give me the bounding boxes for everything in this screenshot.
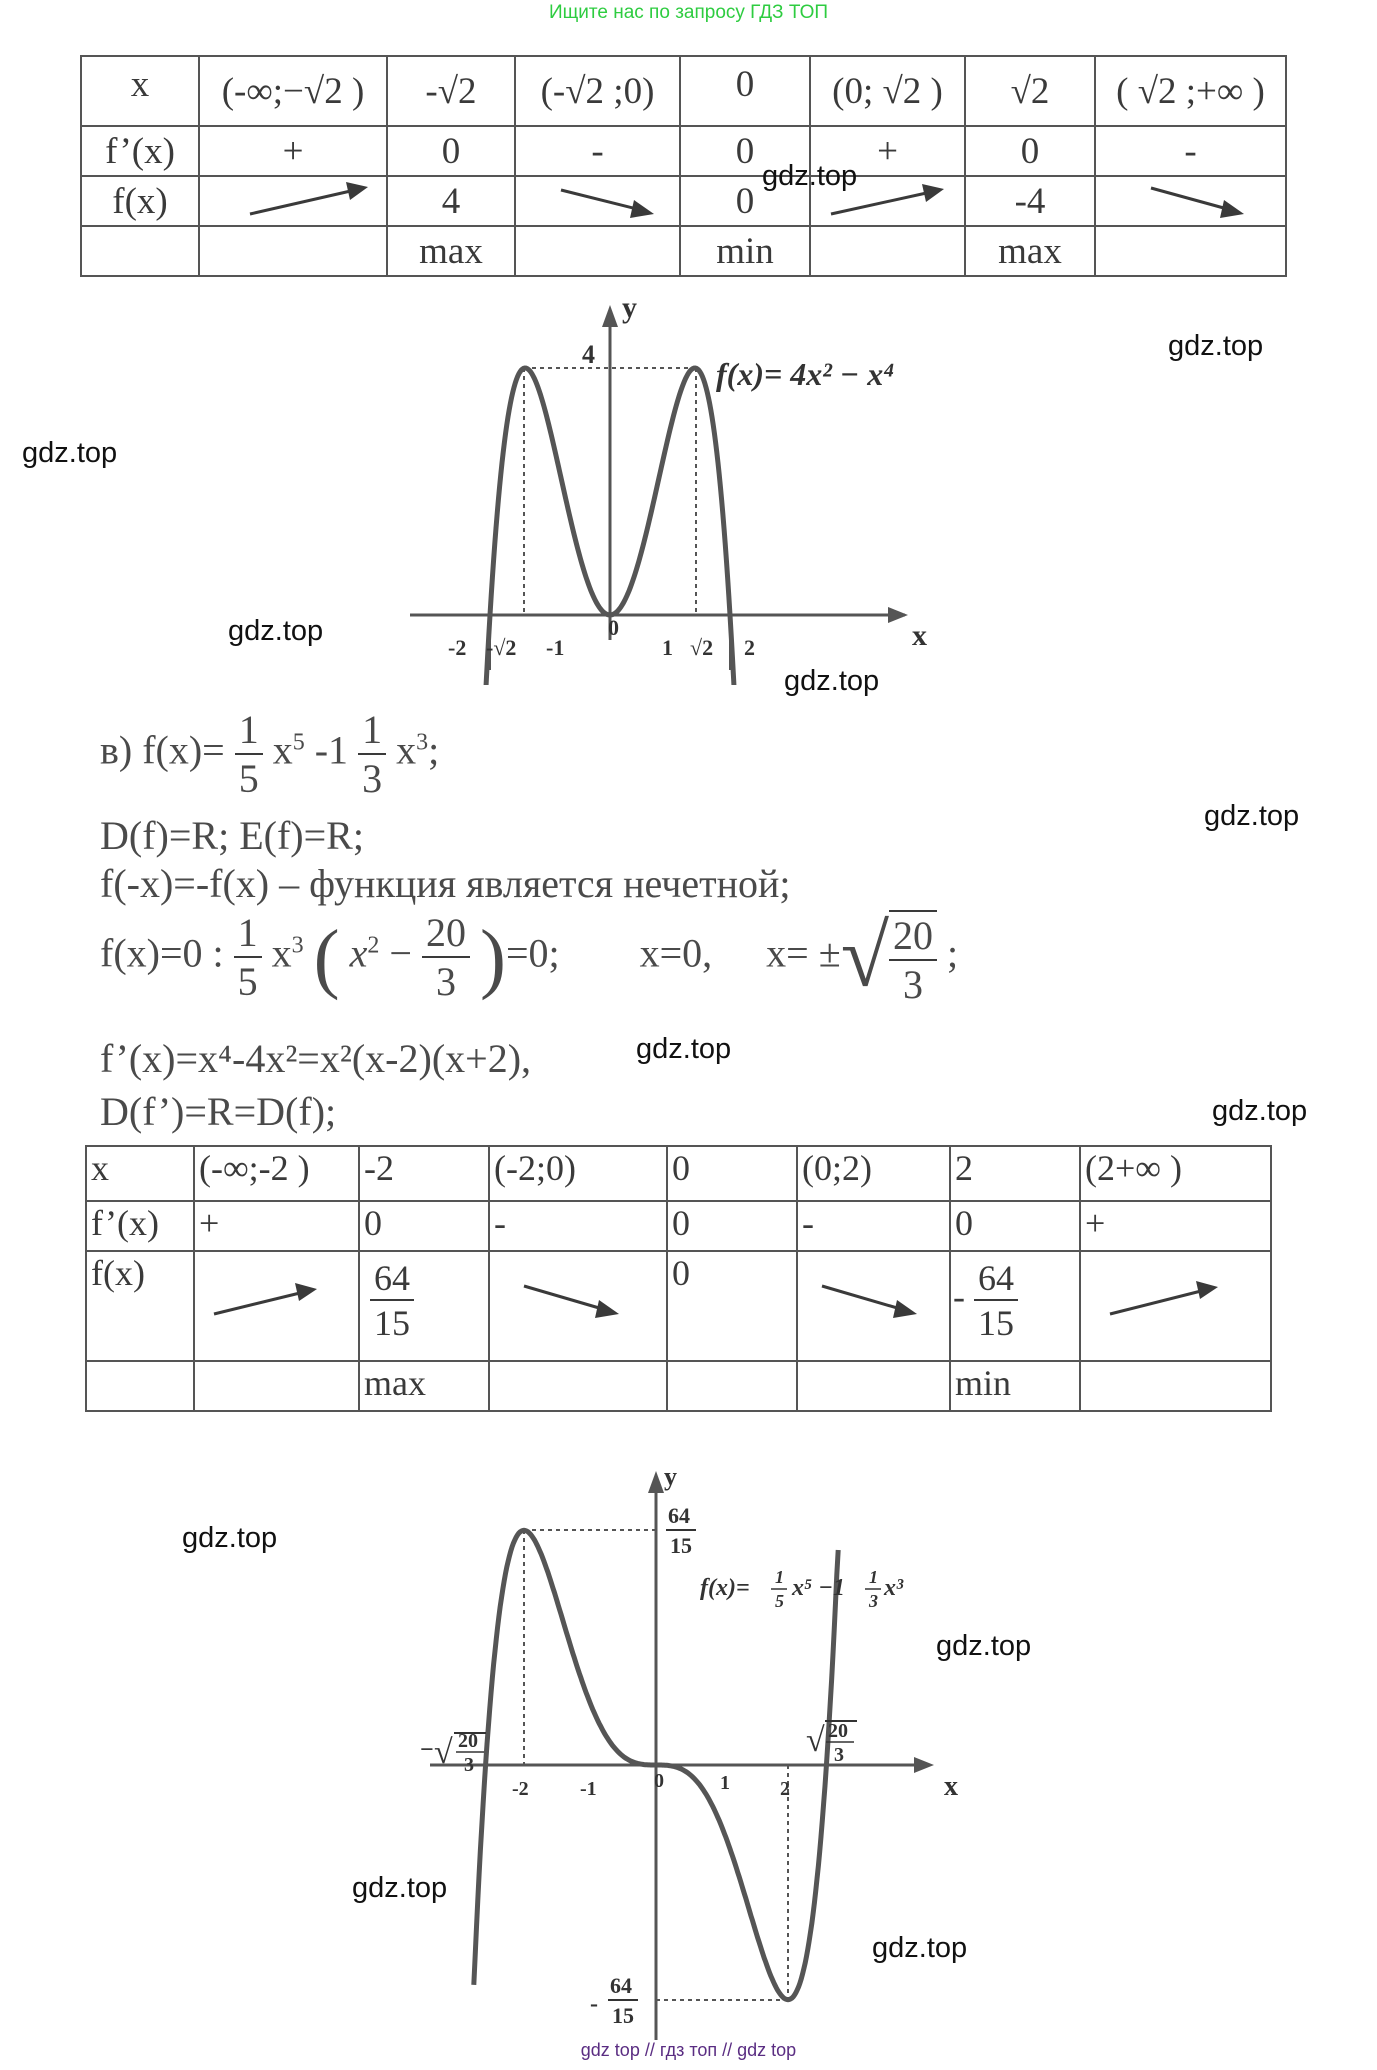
fraction [234, 910, 262, 1004]
text-part: ; [946, 930, 959, 976]
table1-cell: - [515, 126, 680, 176]
table1-cell [1095, 226, 1286, 276]
table1-cell: 0 [680, 126, 810, 176]
root-left-label [420, 1730, 486, 1776]
table2-cell: 0 [667, 1201, 797, 1251]
arrow-down-icon [516, 178, 679, 224]
fraction-den: 3 [902, 962, 923, 1007]
exponent: 2 [367, 932, 380, 959]
x-axis-label: x [912, 619, 927, 652]
table1-cell [810, 226, 965, 276]
table2-cell [1080, 1361, 1271, 1411]
table1-cell: -√2 [387, 56, 515, 126]
watermark: gdz.top [936, 1630, 1032, 1662]
tick-label: -2 [448, 635, 467, 660]
text-part: f(x)=0 : [100, 930, 224, 976]
table1-cell: max [965, 226, 1095, 276]
table2-cell [797, 1361, 950, 1411]
fraction-den: 5 [238, 756, 259, 801]
watermark: gdz.top [1168, 330, 1264, 362]
fraction [422, 910, 470, 1004]
tick-label: √2 [690, 635, 714, 660]
formula-part: x³ [884, 1575, 904, 1601]
table2-cell: 2 [950, 1146, 1080, 1201]
table1-cell: + [810, 126, 965, 176]
watermark: gdz.top [182, 1522, 278, 1554]
fraction-den: 15 [978, 1303, 1014, 1343]
exponent: 5 [292, 729, 305, 756]
watermark: gdz.top [228, 615, 324, 647]
zeros-line [100, 910, 958, 1005]
derivative-domain-line: D(f’)=R=D(f); [100, 1089, 337, 1134]
variable: x [349, 930, 368, 976]
fraction-num: 64 [668, 1503, 690, 1528]
table2-cell: + [1080, 1201, 1271, 1251]
x-ticks [512, 1770, 790, 1800]
tick-label: -2 [512, 1778, 529, 1800]
table1-cell: 0 [680, 56, 810, 126]
table1-cell [81, 226, 199, 276]
tick-label: 1 [720, 1772, 730, 1794]
table1-cell: 0 [965, 126, 1095, 176]
fraction-den: 5 [237, 959, 258, 1004]
negative-sign: − [420, 1737, 434, 1763]
peak-label: 4 [582, 340, 595, 369]
table2-cell [667, 1361, 797, 1411]
arrow-up-icon [199, 1252, 359, 1352]
table2-cell: (-2;0) [489, 1146, 667, 1201]
y-axis-label: y [664, 1462, 677, 1491]
table2-cell: 0 [950, 1201, 1080, 1251]
variation-table-1 [80, 55, 1287, 277]
arrow-up-icon [200, 178, 386, 224]
table2-cell: 0 [359, 1201, 489, 1251]
tick-label: 2 [780, 1778, 790, 1800]
fraction [889, 910, 937, 1005]
arrow-up-icon [1085, 1252, 1271, 1352]
exponent: 3 [416, 729, 429, 756]
table2-cell: -2 [359, 1146, 489, 1201]
table1-cell: f(x) [81, 176, 199, 226]
tick-label: -1 [580, 1778, 597, 1800]
tick-label: 0 [608, 615, 619, 640]
table2-cell [86, 1361, 194, 1411]
fraction-num: 20 [422, 913, 470, 958]
table1-cell [515, 176, 680, 226]
table1-cell [1095, 176, 1286, 226]
fraction-den: 3 [362, 756, 383, 801]
fraction-num: 1 [358, 710, 386, 755]
table2-cell [797, 1251, 950, 1361]
fraction-den: 3 [834, 1744, 844, 1766]
left-paren: ( [313, 913, 340, 1001]
table1-cell: min [680, 226, 810, 276]
fraction-den: 15 [374, 1303, 410, 1343]
root-right-label [806, 1720, 857, 1766]
table1-row-fprime [81, 126, 1286, 176]
table2-row-x [86, 1146, 1271, 1201]
table2-row-ext [86, 1361, 1271, 1411]
table1-row-x [81, 56, 1286, 126]
watermark: gdz.top [1212, 1095, 1308, 1127]
fraction-den: 3 [464, 1754, 474, 1776]
domain-line: D(f)=R; E(f)=R; [100, 813, 364, 858]
bottom-banner[interactable]: gdz top // гдз топ // gdz top [580, 2040, 797, 2060]
derivative-line: f’(x)=x⁴-4x²=x²(x-2)(x+2), [100, 1036, 532, 1081]
table2-row-fprime [86, 1201, 1271, 1251]
variable: x [271, 930, 292, 976]
fraction-num: 1 [869, 1567, 878, 1587]
table1-cell: max [387, 226, 515, 276]
variable: x [272, 727, 293, 773]
fraction [974, 1260, 1018, 1341]
function-formula [700, 1567, 904, 1611]
table2-cell [489, 1361, 667, 1411]
watermark: gdz.top [784, 665, 880, 697]
radical-sign-icon: √ [434, 1734, 453, 1771]
table2-cell: (-∞;-2 ) [194, 1146, 359, 1201]
tick-label: 1 [662, 635, 673, 660]
table2-cell: (0;2) [797, 1146, 950, 1201]
table2-cell: - [489, 1201, 667, 1251]
table1-cell: x [81, 56, 199, 126]
table2-cell [1080, 1251, 1271, 1361]
table2-cell [194, 1251, 359, 1361]
x-axis-arrow-icon [914, 1757, 934, 1773]
fraction-den: 15 [670, 1533, 692, 1558]
watermark: gdz.top [22, 437, 118, 469]
tick-label: 2 [744, 635, 755, 660]
watermark: gdz.top [872, 1932, 968, 1964]
text-part: в) f(x)= [100, 727, 225, 773]
table2-cell [359, 1251, 489, 1361]
radical-sign-icon: √ [840, 908, 889, 1006]
table2-cell: 0 [667, 1251, 797, 1361]
tick-label: 0 [654, 1770, 664, 1792]
fraction-num: 1 [235, 710, 263, 755]
top-banner[interactable]: Ищите нас по запросу ГДЗ ТОП [548, 2, 829, 23]
bottom-value-label [590, 1973, 638, 2028]
table2-cell: - [797, 1201, 950, 1251]
y-axis-arrow-icon [602, 305, 618, 327]
table1-row-f [81, 176, 1286, 226]
tick-label: -1 [546, 635, 565, 660]
table2-cell [950, 1251, 1080, 1361]
table2-cell: f(x) [86, 1251, 194, 1361]
fraction-den: 5 [775, 1591, 784, 1611]
fraction [358, 707, 386, 801]
table1-cell: 4 [387, 176, 515, 226]
function-definition-line [100, 707, 440, 801]
formula-part: x⁵ −1 [792, 1575, 845, 1601]
table2-cell [194, 1361, 359, 1411]
fraction-den: 3 [435, 959, 456, 1004]
text-part: ; [428, 727, 440, 773]
table2-cell: x [86, 1146, 194, 1201]
table1-cell: - [1095, 126, 1286, 176]
radical-sign-icon: √ [806, 1722, 825, 1759]
watermark: gdz.top [352, 1872, 448, 1904]
fraction-num: 64 [610, 1973, 632, 1998]
text-part: -1 [314, 727, 349, 773]
table1-cell [199, 226, 387, 276]
table1-cell: -4 [965, 176, 1095, 226]
watermark: gdz.top [1204, 800, 1300, 832]
table1-cell [199, 176, 387, 226]
table1-cell: ( √2 ;+∞ ) [1095, 56, 1286, 126]
table2-cell: 0 [667, 1146, 797, 1201]
fraction-num: 20 [458, 1730, 478, 1752]
fraction-num: 1 [234, 913, 262, 958]
table2-cell: min [950, 1361, 1080, 1411]
table1-cell: (-∞;−√2 ) [199, 56, 387, 126]
table1-cell: √2 [965, 56, 1095, 126]
function-formula: f(x)= 4x² − x⁴ [716, 356, 895, 392]
text-part: =0; [505, 930, 560, 976]
variable: x [396, 727, 417, 773]
table1-cell: 0 [680, 176, 810, 226]
fraction [235, 707, 263, 801]
table1-cell: f’(x) [81, 126, 199, 176]
arrow-down-icon [1096, 178, 1285, 224]
top-value-label [666, 1503, 696, 1558]
y-axis-arrow-icon [648, 1471, 664, 1493]
parity-line: f(-x)=-f(x) – функция является нечетной; [100, 861, 791, 906]
watermark: gdz.top [636, 1033, 732, 1065]
arrow-down-icon [802, 1252, 950, 1352]
arrow-down-icon [494, 1252, 666, 1352]
right-paren: ) [479, 913, 506, 1001]
table1-cell: (0; √2 ) [810, 56, 965, 126]
fraction-den: 15 [612, 2003, 634, 2028]
fraction-num: 20 [889, 916, 937, 961]
fraction-num: 20 [828, 1720, 848, 1742]
text-part: x=0, [639, 930, 713, 976]
x-axis-arrow-icon [888, 607, 908, 623]
fraction-num: 1 [775, 1567, 784, 1587]
tick-label: -√2 [486, 635, 517, 660]
negative-sign: - [953, 1276, 965, 1317]
table2-cell: + [194, 1201, 359, 1251]
fraction-num: 64 [974, 1260, 1018, 1301]
table2-row-f [86, 1251, 1271, 1361]
negative-sign: - [590, 1991, 598, 2017]
x-axis-label: x [944, 1771, 958, 1802]
fraction-num: 64 [370, 1260, 414, 1301]
table1-cell: 0 [387, 126, 515, 176]
table1-row-ext [81, 226, 1286, 276]
exponent: 3 [291, 932, 304, 959]
table1-cell [515, 226, 680, 276]
variation-table-2 [85, 1145, 1272, 1412]
watermark: gdz.top [762, 160, 858, 192]
table2-cell: (2+∞ ) [1080, 1146, 1271, 1201]
y-axis-label: y [622, 295, 637, 324]
x-ticks [448, 615, 755, 660]
table2-cell: max [359, 1361, 489, 1411]
table1-cell: + [199, 126, 387, 176]
graph-1 [400, 295, 960, 685]
fraction [370, 1260, 414, 1341]
fraction-den: 3 [869, 1591, 878, 1611]
formula-part: f(x)= [700, 1575, 750, 1601]
table2-cell [489, 1251, 667, 1361]
text-part: x= ± [766, 930, 841, 976]
table2-cell: f’(x) [86, 1201, 194, 1251]
table1-cell: (-√2 ;0) [515, 56, 680, 126]
text-part: − [389, 930, 412, 976]
